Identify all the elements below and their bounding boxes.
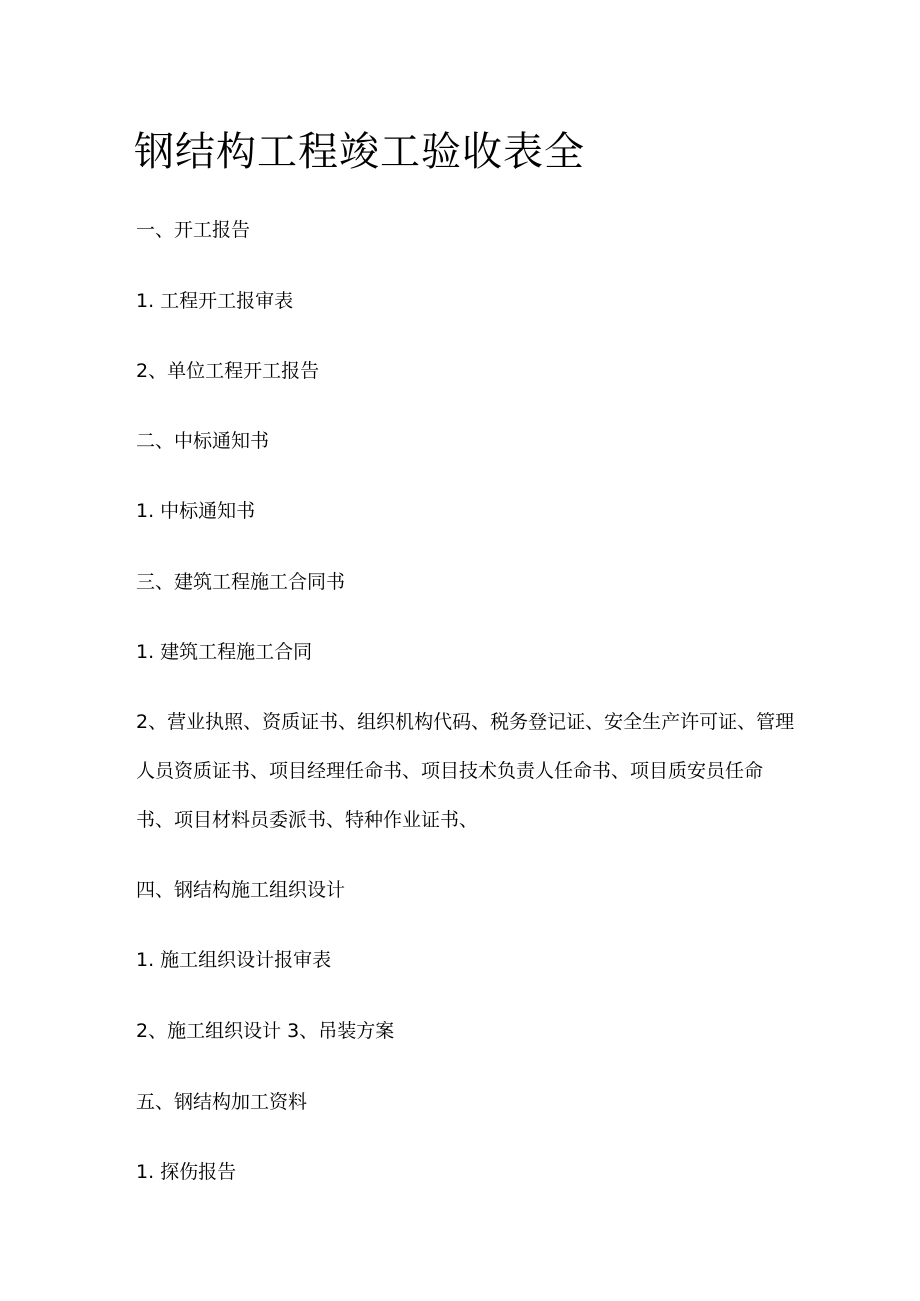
list-item: 1. 中标通知书: [136, 500, 256, 522]
document-title: 钢结构工程竣工验收表全: [134, 129, 585, 175]
list-item: 2、单位工程开工报告: [136, 360, 320, 382]
list-item: 1. 工程开工报审表: [136, 290, 294, 312]
list-item-paragraph: 2、营业执照、资质证书、组织机构代码、税务登记证、安全生产许可证、管理人员资质证书、项目经理任命书、项目技术负责人任命书、项目质安员任命书、项目材料员委派书、特种作业证书、: [136, 711, 795, 831]
section-heading-4: 四、钢结构施工组织设计: [136, 879, 346, 901]
section-heading-1: 一、开工报告: [136, 219, 251, 241]
list-item: 2、施工组织设计 3、吊装方案: [136, 1020, 395, 1042]
section-heading-3: 三、建筑工程施工合同书: [136, 571, 346, 593]
list-item: 1. 探伤报告: [136, 1161, 237, 1183]
section-heading-5: 五、钢结构加工资料: [136, 1091, 308, 1113]
section-heading-2: 二、中标通知书: [136, 430, 270, 452]
list-item: 1. 施工组织设计报审表: [136, 949, 332, 971]
list-item: 1. 建筑工程施工合同: [136, 641, 313, 663]
